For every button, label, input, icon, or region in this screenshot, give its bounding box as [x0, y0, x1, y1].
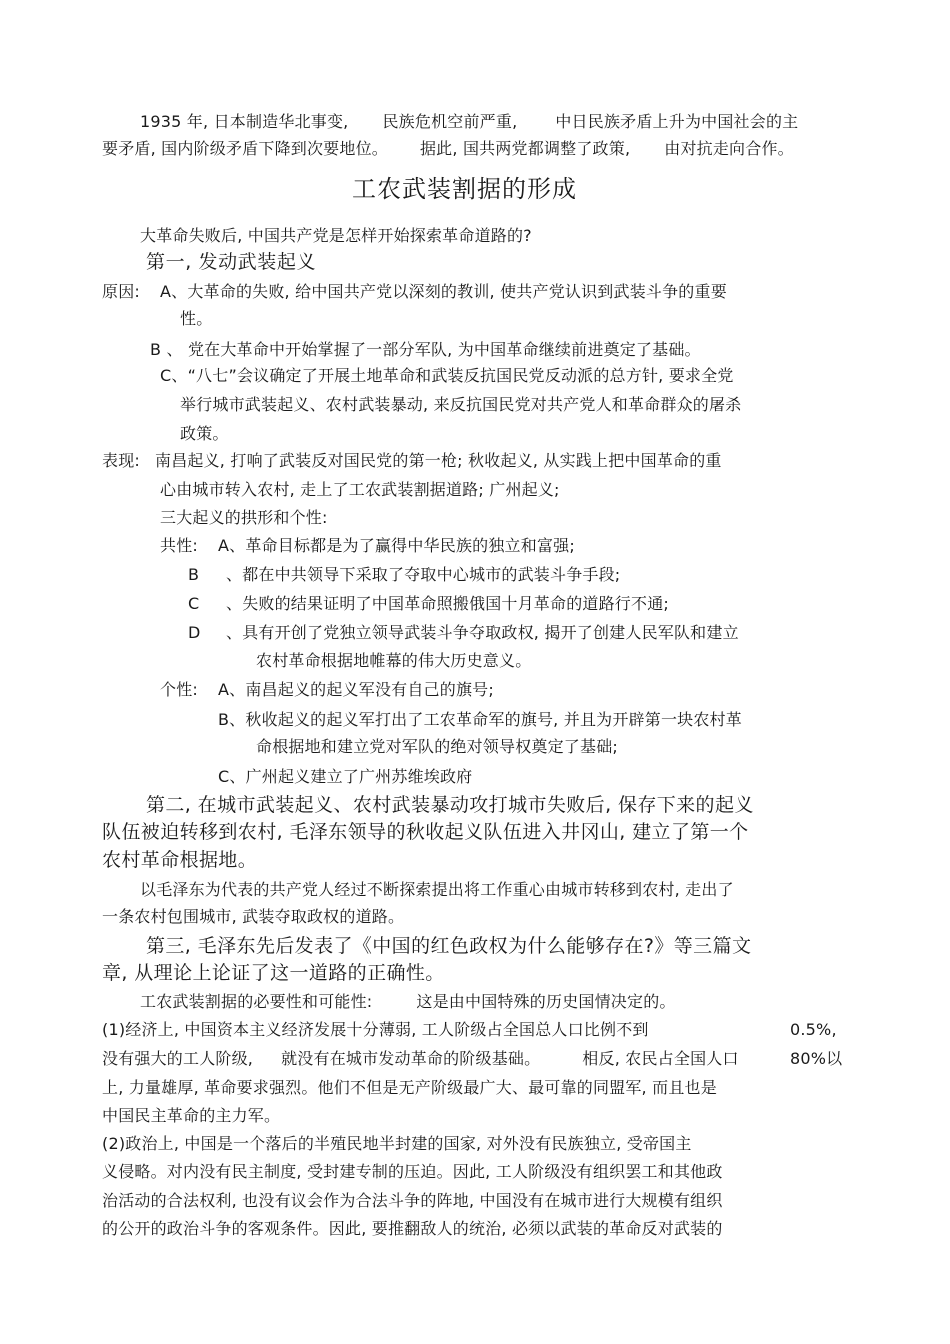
guiding-question: 大革命失败后, 中国共产党是怎样开始探索革命道路的? — [140, 226, 532, 245]
individual-label: 个性: — [160, 680, 198, 699]
reason-label: 原因: — [102, 282, 140, 301]
politics-line-3: 治活动的合法权利, 也没有议会作为合法斗争的阵地, 中国没有在城市进行大规模有组织 — [102, 1191, 723, 1210]
common-b: 、都在中共领导下采取了夺取中心城市的武装斗争手段; — [226, 565, 621, 584]
economy-text: 没有强大的工人阶级, — [102, 1049, 254, 1068]
common-d-line-2: 农村革命根据地帷幕的伟大历史意义。 — [256, 651, 532, 670]
section-heading-1: 第一, 发动武装起义 — [146, 251, 317, 273]
politics-line-2: 义侵略。对内没有民主制度, 受封建专制的压迫。因此, 工人阶级没有组织罢工和其他政 — [102, 1162, 723, 1181]
individual-c: C、广州起义建立了广州苏维埃政府 — [218, 767, 473, 786]
intro-text: 中日民族矛盾上升为中国社会的主 — [555, 112, 799, 131]
three-uprisings-heading: 三大起义的拱形和个性: — [160, 508, 328, 527]
section-2-para-line-2: 一条农村包围城市, 武装夺取政权的道路。 — [102, 907, 405, 926]
economy-line-1-figure: 0.5%, — [790, 1020, 837, 1039]
reason-c-line-1: C、“八七”会议确定了开展土地革命和武装反抗国民党反动派的总方针, 要求全党 — [160, 366, 734, 385]
economy-text: 就没有在城市发动革命的阶级基础。 — [281, 1049, 541, 1068]
reason-c-line-2: 举行城市武装起义、农村武装暴动, 来反抗国民党对共产党人和革命群众的屠杀 — [180, 395, 742, 414]
page-title: 工农武装割据的形成 — [352, 175, 577, 203]
intro-text: 要矛盾, 国内阶级矛盾下降到次要地位。 — [102, 139, 388, 158]
reason-b: B 、 党在大革命中开始掌握了一部分军队, 为中国革命继续前进奠定了基础。 — [150, 340, 701, 359]
common-c-letter: C — [188, 594, 200, 613]
common-b-letter: B — [188, 565, 200, 584]
common-d-letter: D — [188, 623, 201, 642]
individual-b-line-2: 命根据地和建立党对军队的绝对领导权奠定了基础; — [256, 737, 618, 756]
reason-a-line-1: A、大革命的失败, 给中国共产党以深刻的教训, 使共产党认识到武装斗争的重要 — [160, 282, 727, 301]
economy-line-3: 上, 力量雄厚, 革命要求强烈。他们不但是无产阶级最广大、最可靠的同盟军, 而且也是 — [102, 1078, 717, 1097]
section-3-line-2: 章, 从理论上论证了这一道路的正确性。 — [102, 962, 445, 984]
common-label: 共性: — [160, 536, 198, 555]
show-line-1: 南昌起义, 打响了武装反对国民党的第一枪; 秋收起义, 从实践上把中国革命的重 — [155, 451, 722, 470]
common-c: 、失败的结果证明了中国革命照搬俄国十月革命的道路行不通; — [226, 594, 669, 613]
common-a: A、革命目标都是为了赢得中华民族的独立和富强; — [218, 536, 575, 555]
individual-b-line-1: B、秋收起义的起义军打出了工农革命军的旗号, 并且为开辟第一块农村革 — [218, 710, 742, 729]
economy-line-2 — [102, 1049, 739, 1069]
necessity-heading — [140, 992, 676, 1012]
economy-line-2-figure: 80%以 — [790, 1049, 843, 1068]
intro-text: 据此, 国共两党都调整了政策, — [419, 139, 631, 158]
intro-text: 1935 年, 日本制造华北事变, — [140, 112, 349, 131]
intro-text: 由对抗走向合作。 — [664, 139, 794, 158]
section-2-line-3: 农村革命根据地。 — [102, 849, 258, 871]
politics-line-4: 的公开的政治斗争的客观条件。因此, 要推翻敌人的统治, 必须以武装的革命反对武装的 — [102, 1219, 723, 1238]
show-label: 表现: — [102, 451, 140, 470]
reason-a-line-2: 性。 — [180, 309, 213, 328]
economy-text: 相反, 农民占全国人口 — [582, 1049, 739, 1068]
individual-a: A、南昌起义的起义军没有自己的旗号; — [218, 680, 494, 699]
necessity-text: 这是由中国特殊的历史国情决定的。 — [416, 992, 676, 1011]
intro-line-1 — [140, 112, 798, 132]
necessity-text: 工农武装割据的必要性和可能性: — [140, 992, 373, 1011]
intro-text: 民族危机空前严重, — [382, 112, 518, 131]
reason-c-line-3: 政策。 — [180, 424, 229, 443]
section-2-line-2: 队伍被迫转移到农村, 毛泽东领导的秋收起义队伍进入井冈山, 建立了第一个 — [102, 821, 749, 843]
section-2-para-line-1: 以毛泽东为代表的共产党人经过不断探索提出将工作重心由城市转移到农村, 走出了 — [140, 880, 734, 899]
economy-line-4: 中国民主革命的主力军。 — [102, 1106, 281, 1125]
section-2-line-1: 第二, 在城市武装起义、农村武装暴动攻打城市失败后, 保存下来的起义 — [146, 794, 754, 816]
show-line-2: 心由城市转入农村, 走上了工农武装割据道路; 广州起义; — [160, 480, 560, 499]
common-d-line-1: 、具有开创了党独立领导武装斗争夺取政权, 揭开了创建人民军队和建立 — [226, 623, 739, 642]
politics-line-1: (2)政治上, 中国是一个落后的半殖民地半封建的国家, 对外没有民族独立, 受帝国主 — [102, 1134, 692, 1153]
economy-line-1: (1)经济上, 中国资本主义经济发展十分薄弱, 工人阶级占全国总人口比例不到 — [102, 1020, 649, 1039]
section-3-line-1: 第三, 毛泽东先后发表了《中国的红色政权为什么能够存在?》等三篇文 — [146, 935, 752, 957]
intro-line-2 — [102, 139, 794, 159]
